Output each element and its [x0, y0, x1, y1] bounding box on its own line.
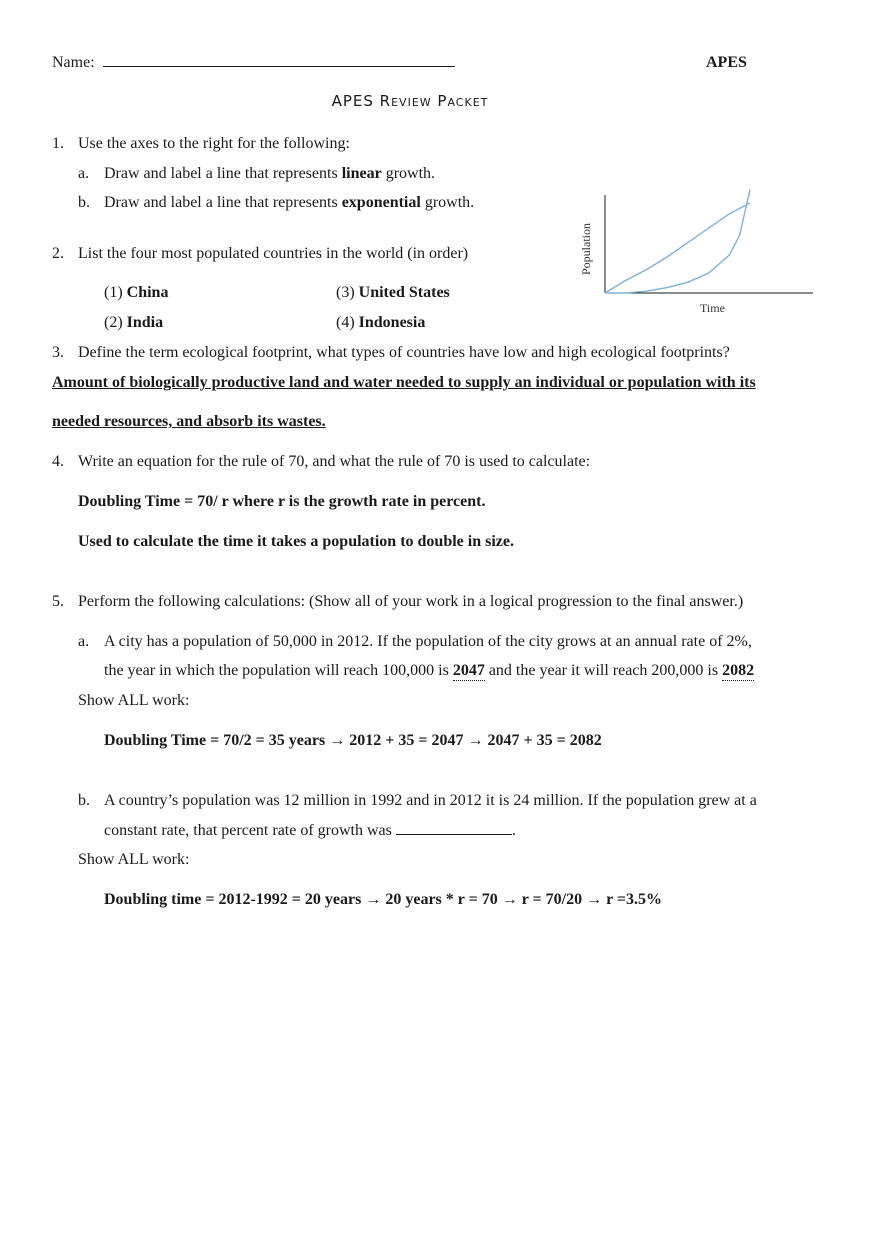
q2-answer-3 — [336, 283, 450, 303]
q2-number: 2. — [52, 245, 64, 262]
q2-answer-2 — [104, 313, 163, 333]
x-axis-label: Time — [700, 301, 725, 315]
q1-text: Use the axes to the right for the following: — [78, 135, 350, 152]
q5a-line-2-pre: the year in which the population will reach 100,000 is — [104, 662, 453, 679]
q4-text: Write an equation for the rule of 70, and what the rule of 70 is used to calculate: — [78, 453, 591, 470]
q2-answer-4-country: Indonesia — [358, 314, 426, 331]
q5-number: 5. — [52, 593, 64, 610]
q1a-bold: linear — [341, 165, 382, 182]
q5a-answer-1: 2047 — [452, 662, 485, 679]
q3-answer-line-1: Amount of biologically productive land and water needed to supply an individual or population with its — [52, 374, 756, 391]
q2-answer-1 — [104, 283, 168, 303]
q5a-label: a. — [78, 633, 90, 650]
q5-text: Perform the following calculations: (Show all of your work in a logical progression to the final answer.) — [78, 593, 744, 610]
q1-number: 1. — [52, 135, 64, 152]
q1b-post: growth. — [420, 194, 475, 211]
q1a-pre: Draw and label a line that represents — [104, 165, 342, 182]
y-axis-label: Population — [579, 222, 593, 275]
q5a-line-2-mid: and the year it will reach 200,000 is — [484, 662, 723, 679]
q1b-text — [104, 193, 474, 213]
linear-growth-line — [605, 203, 750, 293]
name-label: Name: — [52, 54, 95, 71]
page-title — [0, 91, 820, 111]
q2-answer-3-num: (3) — [336, 284, 355, 301]
q1a-post: growth. — [381, 165, 436, 182]
page-title-text: APES Review Packet — [331, 92, 489, 110]
q5a-line-1: A city has a population of 50,000 in 2012. If the population of the city grows at an annual rate of 2%, — [104, 633, 752, 650]
q5b-line-2 — [104, 821, 516, 841]
course-label: APES — [706, 54, 747, 71]
q5b-work: Doubling time = 2012-1992 = 20 years → 20 years * r = 70 → r = 70/20 → r =3.5% — [104, 891, 662, 908]
q1b-label: b. — [78, 194, 90, 211]
q2-answer-2-country: India — [126, 314, 164, 331]
q5b-show-work: Show ALL work: — [78, 851, 190, 868]
q1b-bold: exponential — [341, 194, 421, 211]
q5b-label: b. — [78, 792, 90, 809]
q4-answer-2: Used to calculate the time it takes a population to double in size. — [78, 533, 514, 550]
q1a-text — [104, 164, 435, 184]
growth-graph — [570, 175, 820, 320]
q2-answer-2-num: (2) — [104, 314, 123, 331]
q2-answer-4-num: (4) — [336, 314, 355, 331]
q2-answer-1-country: China — [126, 284, 169, 301]
q5b-line-2-end: . — [511, 822, 516, 839]
q3-number: 3. — [52, 344, 64, 361]
q1b-pre: Draw and label a line that represents — [104, 194, 342, 211]
q4-number: 4. — [52, 453, 64, 470]
name-line — [52, 53, 455, 73]
q5a-line-2 — [104, 661, 754, 681]
q2-answer-1-num: (1) — [104, 284, 123, 301]
q3-text: Define the term ecological footprint, what types of countries have low and high ecological footprints? — [78, 344, 730, 361]
q5b-line-2-text: constant rate, that percent rate of growth was — [104, 822, 396, 839]
q5a-answer-2: 2082 — [722, 662, 755, 679]
q2-answer-3-country: United States — [358, 284, 450, 301]
q5b-line-1: A country’s population was 12 million in 1992 and in 2012 it is 24 million. If the population grew at a — [104, 792, 757, 809]
q2-answer-4 — [336, 313, 425, 333]
name-field[interactable] — [103, 66, 455, 67]
exponential-growth-line — [605, 190, 750, 294]
q1a-label: a. — [78, 165, 90, 182]
q4-answer-1: Doubling Time = 70/ r where r is the growth rate in percent. — [78, 493, 486, 510]
q5b-answer-blank[interactable] — [396, 834, 512, 835]
q5a-show-work: Show ALL work: — [78, 692, 190, 709]
q3-answer-line-2: needed resources, and absorb its wastes. — [52, 413, 326, 430]
q5a-work: Doubling Time = 70/2 = 35 years → 2012 + 35 = 2047 → 2047 + 35 = 2082 — [104, 732, 602, 749]
q2-text: List the four most populated countries in the world (in order) — [78, 245, 469, 262]
